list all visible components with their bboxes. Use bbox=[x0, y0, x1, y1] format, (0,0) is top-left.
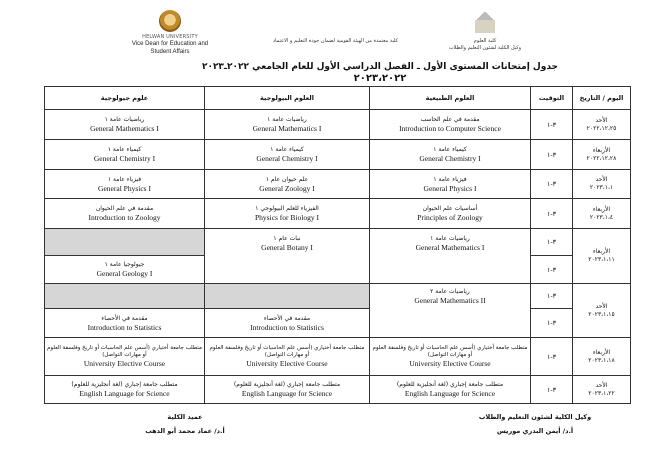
helwan-university-logo-icon bbox=[159, 10, 181, 32]
natural-cell: متطلب جامعة إجباري (لغة أنجليزية للعلوم) English Language for Science bbox=[370, 376, 531, 404]
schedule-year: ٢٠٢٣،٢٠٢٢ bbox=[353, 73, 407, 84]
header-time: التوقيت bbox=[531, 87, 573, 110]
header-natural: العلوم الطبيعية bbox=[370, 87, 531, 110]
geo-cell: متطلب جامعة إجباري (لغة أنجليزية للعلوم) English Language for Science bbox=[45, 376, 205, 404]
geo-cell: متطلب جامعة أختياري (أسس علم الحاسبات أو تاريخ وفلسفة العلوم أو مهارات التواصل) University Elective Course bbox=[45, 338, 205, 376]
faculty-of-science-logo-icon bbox=[472, 12, 498, 36]
time-cell: ٣-١ bbox=[531, 338, 573, 376]
time-cell: ٣-١ bbox=[531, 284, 573, 309]
natural-cell: أساسيات علم الحيوان Principles of Zoology bbox=[370, 199, 531, 229]
bio-cell: مقدمة في الأحصاء Introduction to Statistics bbox=[205, 309, 370, 338]
header-bio: العلوم البيولوجية bbox=[205, 87, 370, 110]
geo-cell: كيمياء عامة ١ General Chemistry I bbox=[45, 140, 205, 170]
table-row bbox=[45, 140, 631, 170]
geo-cell-empty bbox=[45, 284, 205, 309]
geo-cell: فيزياء عامة ١ General Physics I bbox=[45, 170, 205, 199]
header-geo: علوم جيولوجية bbox=[45, 87, 205, 110]
table-row bbox=[45, 309, 631, 338]
faculty-header bbox=[445, 12, 525, 52]
faculty-office: وكيل الكلية لشئون التعليم والطلاب bbox=[448, 45, 522, 51]
table-row bbox=[45, 199, 631, 229]
exam-table bbox=[44, 86, 631, 404]
vice-dean-signature bbox=[440, 410, 630, 438]
dean-signature bbox=[110, 410, 260, 438]
time-cell: ٣-١ bbox=[531, 256, 573, 284]
geo-cell: مقدمة في الأحصاء Introduction to Statistics bbox=[45, 309, 205, 338]
time-cell: ٣-١ bbox=[531, 229, 573, 256]
time-cell: ٣-١ bbox=[531, 140, 573, 170]
schedule-title: جدول إمتحانات المستوى الأول ـ الفصل الدراسي الأول للعام الجامعي ٢٠٢٢ـ٢٠٢٣ bbox=[201, 62, 559, 72]
day-cell: الأربعاء ٢٠٢٣،١،١٨ bbox=[573, 338, 631, 376]
bio-cell: رياضيات عامة ١ General Mathematics I bbox=[205, 110, 370, 140]
vice-dean-title: وكيل الكلية لشئون التعليم والطلاب bbox=[478, 413, 592, 421]
bio-cell: متطلب جامعة إجباري (لغة أنجليزية للعلوم) English Language for Science bbox=[205, 376, 370, 404]
geo-cell: رياضيات عامة ١ General Mathematics I bbox=[45, 110, 205, 140]
time-cell: ٣-١ bbox=[531, 309, 573, 338]
table-row bbox=[45, 338, 631, 376]
table-row bbox=[45, 229, 631, 256]
bio-cell: علم حيوان عام ١ General Zoology I bbox=[205, 170, 370, 199]
geo-cell: جيولوجيا عامة ١ General Geology I bbox=[45, 256, 205, 284]
day-cell: الأحد ٢٠٢٣،١،٢٢ bbox=[573, 376, 631, 404]
time-cell: ٣-١ bbox=[531, 376, 573, 404]
day-cell: الأربعاء ٢٠٢٣،١،٤ bbox=[573, 199, 631, 229]
natural-cell: رياضيات عامة ١ General Mathematics I bbox=[370, 229, 531, 284]
university-tag: HELWAN UNIVERSITY bbox=[142, 34, 198, 40]
header-day: اليوم / التاريخ bbox=[573, 87, 631, 110]
vice-dean-line-1: Vice Dean for Education and bbox=[131, 41, 209, 47]
time-cell: ٣-١ bbox=[531, 199, 573, 229]
bio-cell: الفيزياء للعلم البيولوجي ١ Physics for Biology I bbox=[205, 199, 370, 229]
bio-cell-empty bbox=[205, 284, 370, 309]
table-row bbox=[45, 376, 631, 404]
table-row bbox=[45, 110, 631, 140]
natural-cell: كيمياء عامة ١ General Chemistry I bbox=[370, 140, 531, 170]
day-cell: الأحد ٢٠٢٣،١،١ bbox=[573, 170, 631, 199]
natural-cell: فيزياء عامة ١ General Physics I bbox=[370, 170, 531, 199]
geo-cell: مقدمة في علم الحيوان Introduction to Zoology bbox=[45, 199, 205, 229]
natural-cell: مقدمة في علم الحاسب Introduction to Computer Science bbox=[370, 110, 531, 140]
time-cell: ٣-١ bbox=[531, 110, 573, 140]
day-cell: الأحد ٢٠٢٢،١٢،٢٥ bbox=[573, 110, 631, 140]
day-cell: الأربعاء ٢٠٢٢،١٢،٢٨ bbox=[573, 140, 631, 170]
dean-name: أ.د/ عماد محمد أبو الدهب bbox=[145, 427, 225, 435]
day-cell: الأربعاء ٢٠٢٣،١،١١ bbox=[573, 229, 631, 284]
table-header-row bbox=[45, 87, 631, 110]
table-row bbox=[45, 284, 631, 309]
time-cell: ٣-١ bbox=[531, 170, 573, 199]
day-cell: الأحد ٢٠٢٣،١،١٥ bbox=[573, 284, 631, 338]
vice-dean-name: أ.د/ أيمن البدري موريس bbox=[496, 427, 574, 435]
natural-cell: رياضيات عامة ٢ General Mathematics II bbox=[370, 284, 531, 338]
bio-cell: كيمياء عامة ١ General Chemistry I bbox=[205, 140, 370, 170]
bio-cell: نبات عام ١ General Botany I bbox=[205, 229, 370, 284]
vice-dean-line-2: Student Affairs bbox=[150, 49, 190, 55]
faculty-name: كلية العلوم bbox=[473, 38, 497, 44]
vice-dean-header bbox=[118, 10, 222, 56]
accreditation-note: كلية معتمدة من الهيئة القومية لضمان جودة التعليم و الاعتماد bbox=[272, 38, 399, 44]
dean-title: عميد الكلية bbox=[167, 413, 203, 421]
bio-cell: متطلب جامعة أختياري (أسس علم الحاسبات أو تاريخ وفلسفة العلوم أو مهارات التواصل) University Elective Course bbox=[205, 338, 370, 376]
geo-cell-empty bbox=[45, 229, 205, 256]
table-row bbox=[45, 170, 631, 199]
natural-cell: متطلب جامعة أختياري (أسس علم الحاسبات أو تاريخ وفلسفة العلوم أو مهارات التواصل) University Elective Course bbox=[370, 338, 531, 376]
